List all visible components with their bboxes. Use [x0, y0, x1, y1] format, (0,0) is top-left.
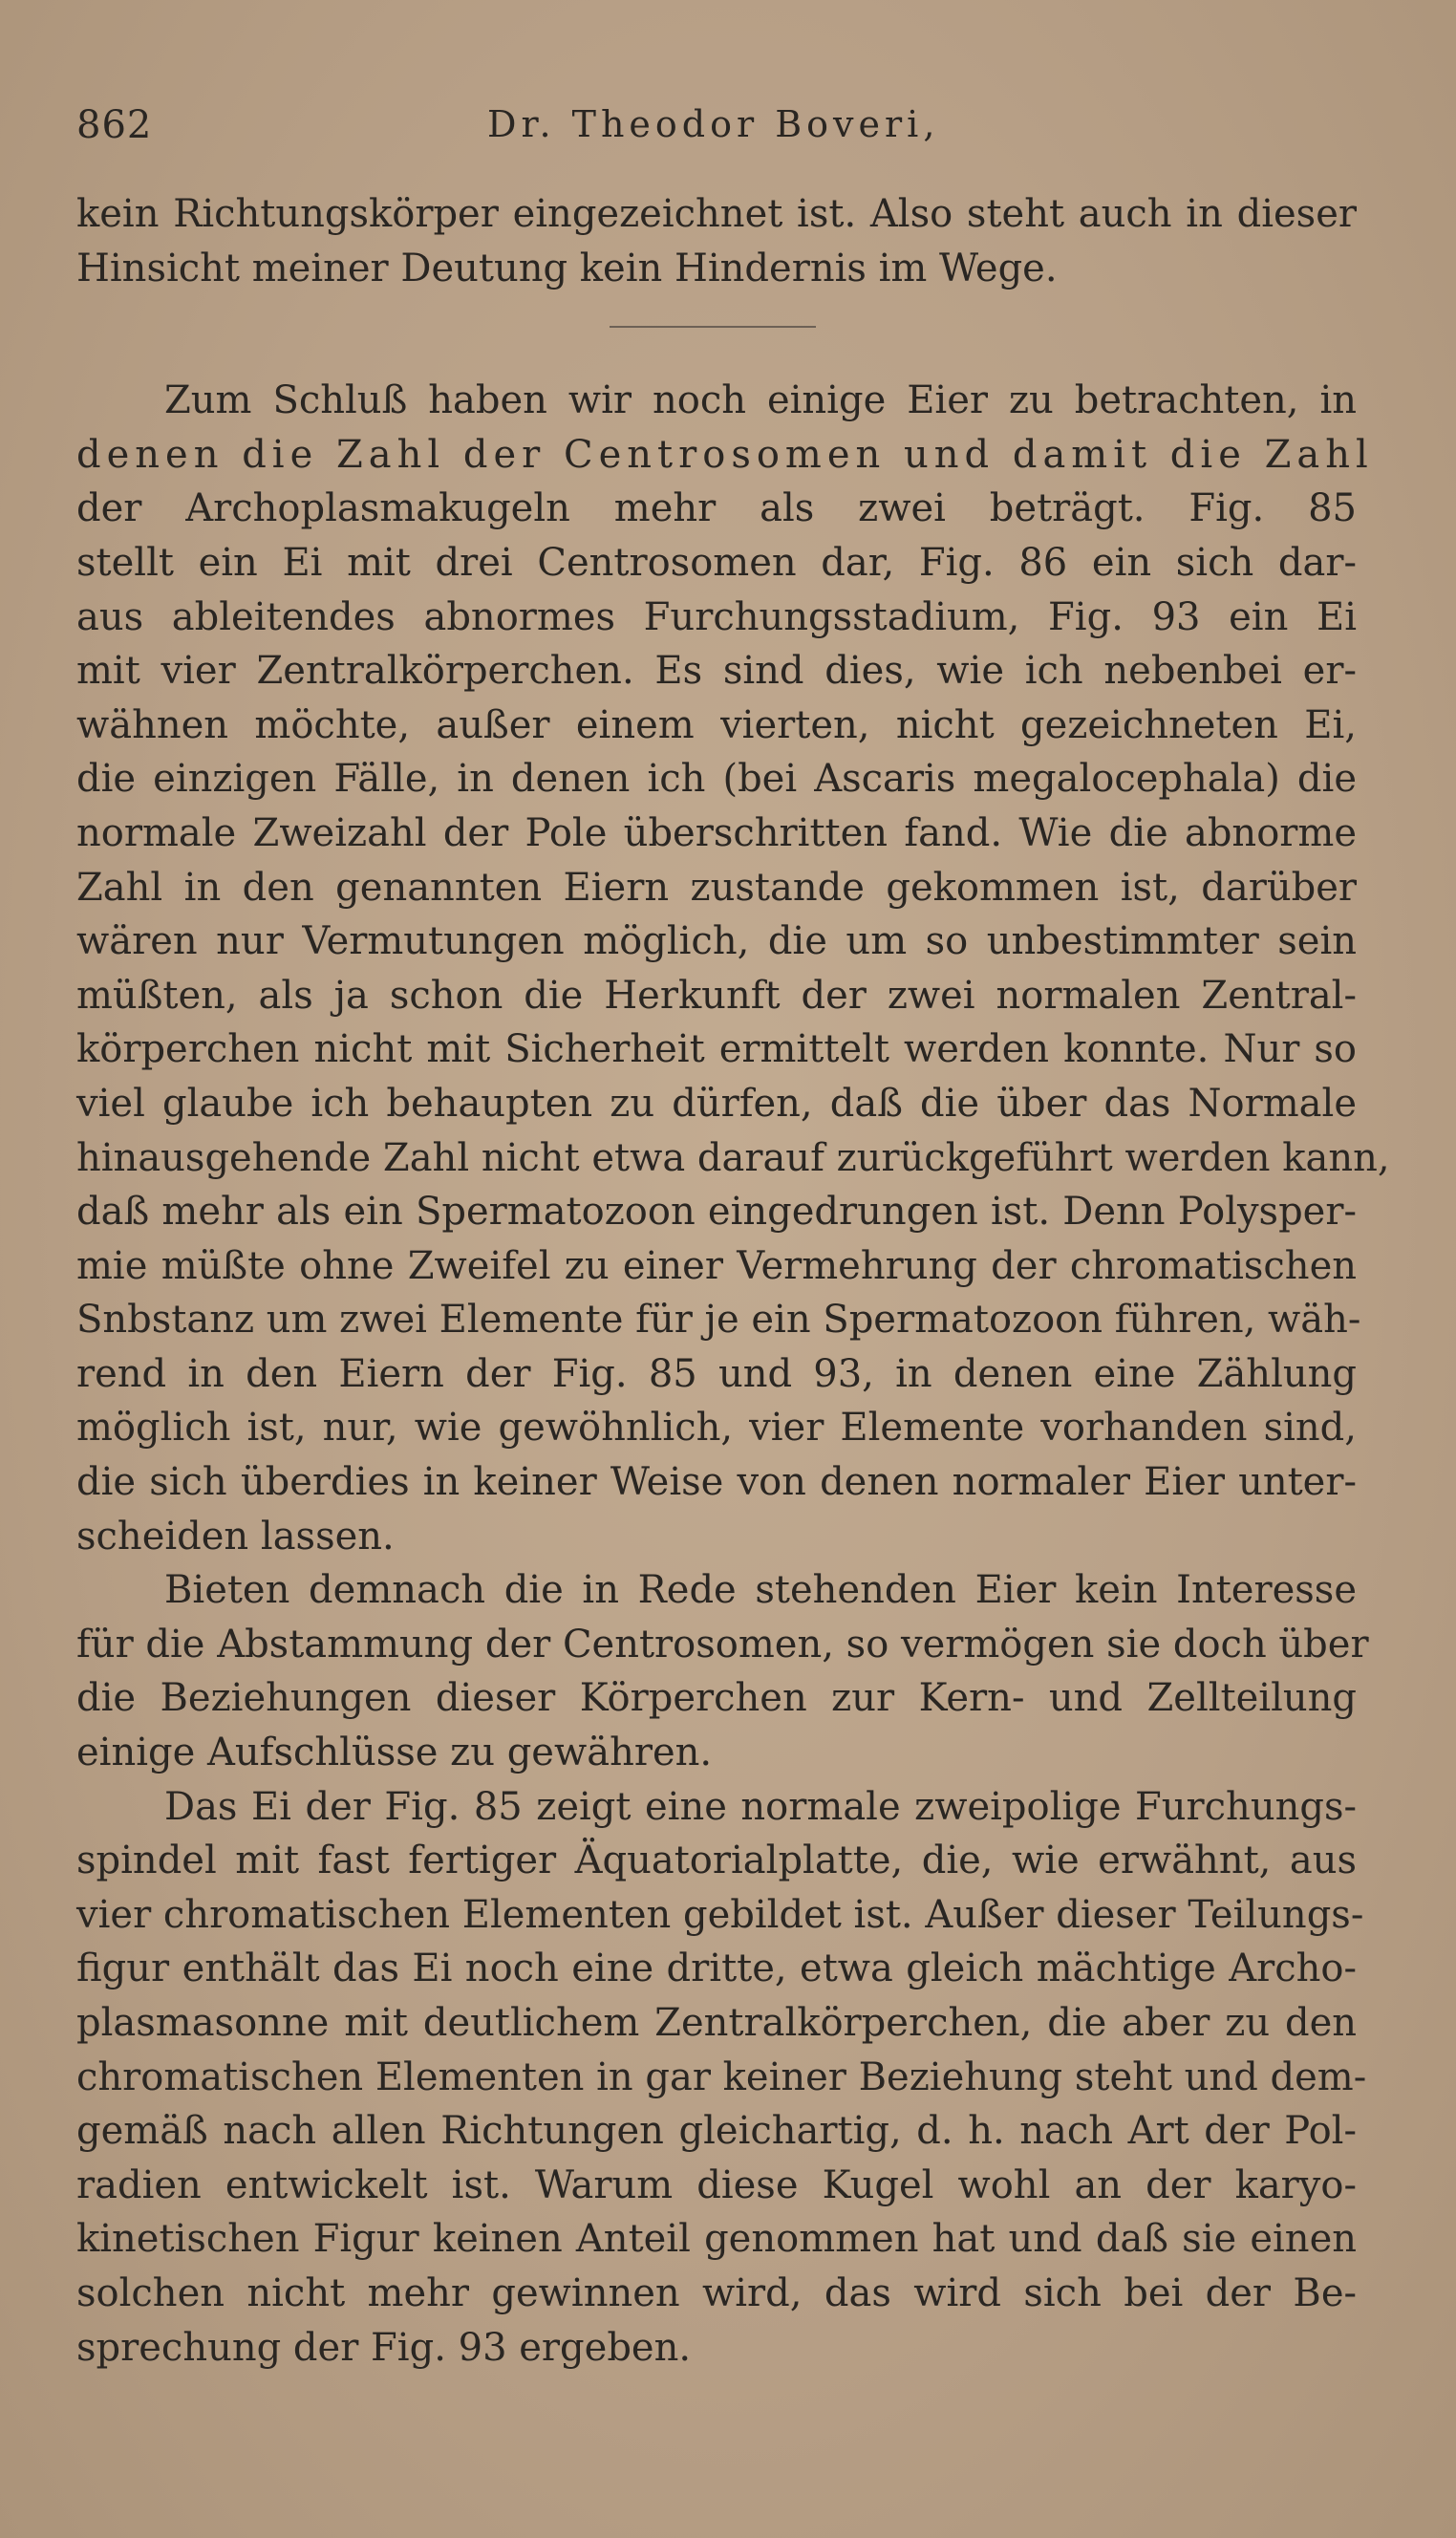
text-line: Zum Schluß haben wir noch einige Eier zu betrachten, in [164, 378, 1357, 423]
text-line: solchen nicht mehr gewinnen wird, das wird sich bei der Be- [76, 2270, 1357, 2315]
text-line: stellt ein Ei mit drei Centrosomen dar, Fig. 86 ein sich dar- [76, 540, 1357, 585]
text-line: Das Ei der Fig. 85 zeigt eine normale zweipolige Furchungs- [164, 1784, 1357, 1829]
text-line: radien entwickelt ist. Warum diese Kugel wohl an der karyo- [76, 2162, 1357, 2207]
text-line: mie müßte ohne Zweifel zu einer Vermehrung der chromatischen [76, 1243, 1357, 1288]
text-line: gemäß nach allen Richtungen gleichartig, d. h. nach Art der Pol- [76, 2109, 1357, 2154]
running-title: Dr. Theodor Boveri, [487, 103, 940, 145]
text-line: die einzigen Fälle, in denen ich (bei Ascaris megalocephala) die [76, 757, 1357, 802]
text-line: viel glaube ich behaupten zu dürfen, daß die über das Normale [76, 1081, 1357, 1126]
text-line: daß mehr als ein Spermatozoon eingedrungen ist. Denn Polysper- [76, 1190, 1357, 1235]
section-divider [610, 326, 816, 328]
text-line: für die Abstammung der Centrosomen, so vermögen sie doch über [76, 1622, 1369, 1667]
text-line: Snbstanz um zwei Elemente für je ein Spermatozoon führen, wäh- [76, 1298, 1361, 1343]
page-header [76, 103, 1357, 157]
text-line: spindel mit fast fertiger Äquatorialplatte, die, wie erwähnt, aus [76, 1839, 1357, 1883]
text-line: Hinsicht meiner Deutung kein Hindernis im Wege. [76, 246, 1058, 290]
text-line: figur enthält das Ei noch eine dritte, etwa gleich mächtige Archo- [76, 1947, 1357, 1991]
text-line: einige Aufschlüsse zu gewähren. [76, 1731, 713, 1775]
text-line: vier chromatischen Elementen gebildet ist. Außer dieser Teilungs- [76, 1892, 1364, 1937]
text-line: kein Richtungskörper eingezeichnet ist. Also steht auch in dieser [76, 192, 1357, 236]
text-line: Bieten demnach die in Rede stehenden Eier kein Interesse [164, 1568, 1357, 1613]
body-text [76, 187, 1390, 2375]
text-line: normale Zweizahl der Pole überschritten fand. Wie die abnorme [76, 810, 1357, 855]
text-line: die Beziehungen dieser Körperchen zur Kern- und Zellteilung [76, 1676, 1357, 1721]
text-line: kinetischen Figur keinen Anteil genommen hat und daß sie einen [76, 2217, 1357, 2262]
text-line: hinausgehende Zahl nicht etwa darauf zurückgeführt werden kann, [76, 1135, 1390, 1180]
text-line: wähnen möchte, außer einem vierten, nicht gezeichneten Ei, [76, 702, 1357, 747]
page-number: 862 [76, 103, 153, 147]
paragraph-interest [76, 1563, 1369, 1779]
text-line: der Archoplasmakugeln mehr als zwei beträgt. Fig. 85 [76, 486, 1357, 531]
text-line: Zahl in den genannten Eiern zustande gekommen ist, darüber [76, 865, 1357, 910]
text-line: scheiden lassen. [76, 1514, 395, 1559]
text-line: sprechung der Fig. 93 ergeben. [76, 2325, 692, 2370]
text-line: wären nur Vermutungen möglich, die um so unbestimmter sein [76, 919, 1357, 964]
text-line: müßten, als ja schon die Herkunft der zwei normalen Zentral- [76, 973, 1357, 1018]
text-line: plasmasonne mit deutlichem Zentralkörperchen, die aber zu den [76, 2001, 1357, 2045]
text-line: chromatischen Elementen in gar keiner Beziehung steht und dem- [76, 2054, 1367, 2099]
text-line: körperchen nicht mit Sicherheit ermittelt werden konnte. Nur so [76, 1027, 1357, 1072]
paragraph-figure-85 [76, 1780, 1367, 2376]
text-line: aus ableitendes abnormes Furchungsstadium, Fig. 93 ein Ei [76, 594, 1357, 639]
text-line: die sich überdies in keiner Weise von denen normaler Eier unter- [76, 1460, 1357, 1505]
text-line: möglich ist, nur, wie gewöhnlich, vier Elemente vorhanden sind, [76, 1406, 1357, 1451]
text-line: rend in den Eiern der Fig. 85 und 93, in denen eine Zählung [76, 1351, 1357, 1396]
text-line: denen die Zahl der Centrosomen und damit die Zahl [76, 432, 1374, 477]
paragraph-centrosomes [76, 374, 1390, 1563]
paragraph-intro [76, 187, 1357, 295]
text-line: mit vier Zentralkörperchen. Es sind dies, wie ich nebenbei er- [76, 649, 1357, 694]
